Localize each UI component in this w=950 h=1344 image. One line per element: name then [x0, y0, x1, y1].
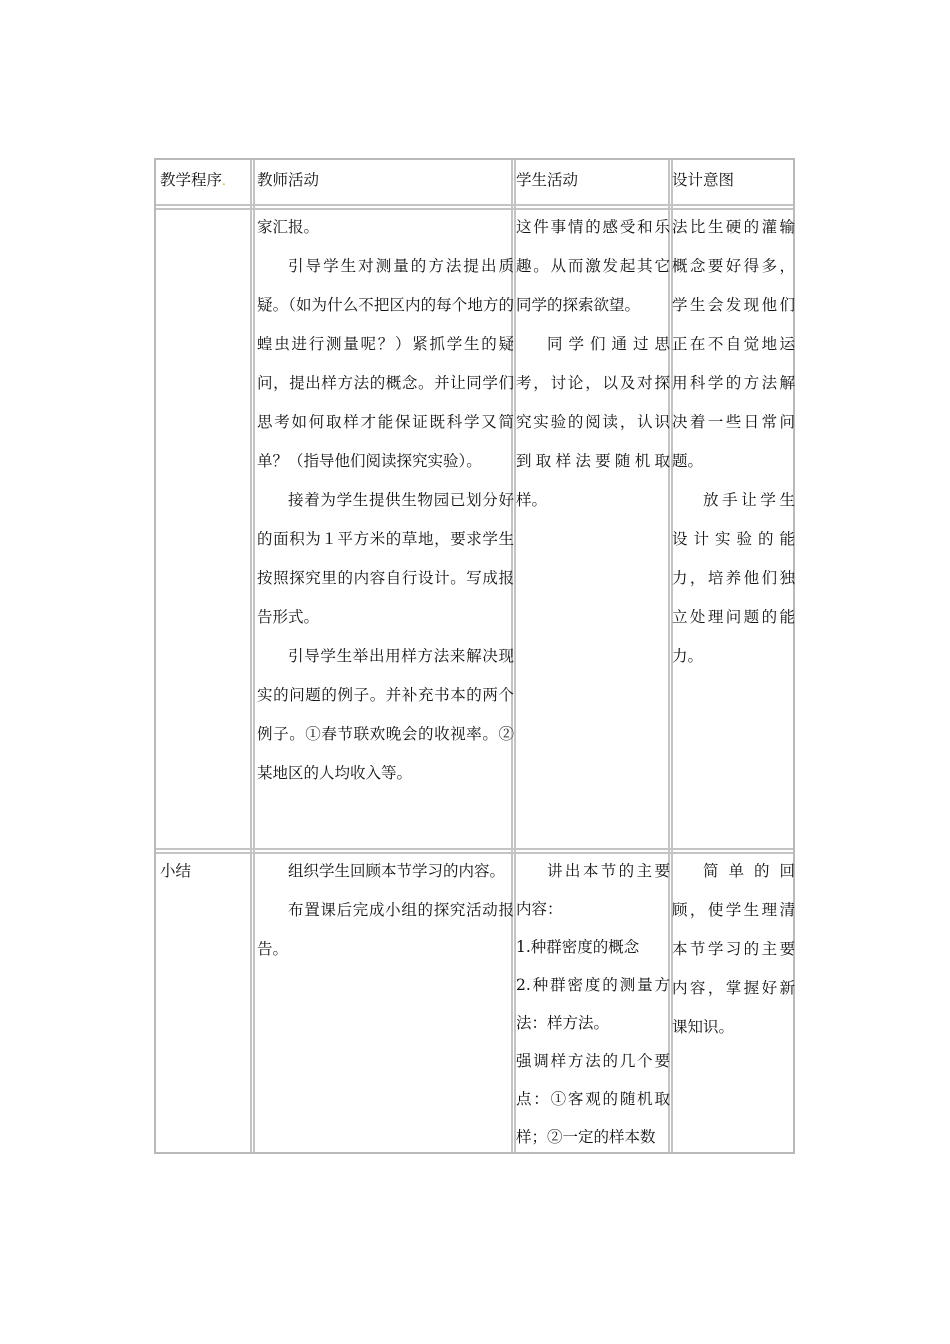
header-teacher: 教师活动	[257, 171, 320, 189]
row2-student-p1: 讲出本节的主要内容：	[516, 862, 670, 918]
header-intent: 设计意图	[672, 171, 735, 189]
row1-student-p2: 同学们通过思考，讨论，以及对探究实验的阅读，认识到取样法要随机取样。	[516, 335, 670, 509]
row1-teacher-p2: 引导学生对测量的方法提出质疑。（如为什么不把区内的每个地方的蝗虫进行测量呢？）紧抓学生的疑问，提出样方法的概念。并让同学们思考如何取样才能保证既科学又简单？（指导他们阅读探究实验）。	[257, 257, 514, 470]
lesson-plan-table	[154, 158, 795, 1154]
row2-teacher-p2: 布置课后完成小组的探究活动报告。	[257, 901, 514, 958]
row1-intent-cell	[672, 208, 795, 676]
row2-intent-p1: 简单的回顾，使学生理清本节学习的主要内容，掌握好新课知识。	[672, 862, 795, 1036]
row2-student-p2: 1.种群密度的概念	[516, 938, 640, 956]
row2-student-cell	[516, 852, 670, 1156]
row1-intent-p2: 放手让学生设计实验的能力，培养他们独立处理问题的能力。	[672, 491, 795, 665]
row1-student-p1: 这件事情的感受和乐趣。从而激发起其它同学的探索欲望。	[516, 218, 670, 314]
row1-teacher-cell	[257, 208, 514, 793]
row2-teacher-p1: 组织学生回顾本节学习的内容。	[288, 862, 506, 880]
header-student: 学生活动	[516, 171, 579, 189]
row1-student-cell	[516, 208, 670, 520]
header-stage-mark: .	[222, 174, 226, 188]
row1-teacher-p3: 接着为学生提供生物园已划分好的面积为１平方米的草地，要求学生按照探究里的内容自行设计。写成报告形式。	[257, 491, 514, 626]
header-stage	[160, 160, 250, 201]
row2-stage-cell: 小结	[160, 862, 192, 880]
row2-student-p4: 强调样方法的几个要点：①客观的随机取样；②一定的样本数	[516, 1052, 670, 1146]
col-divider-1	[250, 160, 255, 1152]
header-stage-label: 教学程序	[160, 171, 223, 189]
row2-intent-cell	[672, 852, 795, 1047]
row2-student-p3: 2.种群密度的测量方法：样方法。	[516, 976, 670, 1032]
row1-intent-p1: 法比生硬的灌输概念要好得多，学生会发现他们正在不自觉地运用科学的方法解决着一些日常问题。	[672, 218, 795, 470]
row1-teacher-p4: 引导学生举出用样方法来解决现实的问题的例子。并补充书本的两个例子。①春节联欢晚会的收视率。②某地区的人均收入等。	[257, 647, 514, 782]
row1-teacher-p1: 家汇报。	[257, 218, 320, 236]
row2-teacher-cell	[257, 852, 514, 969]
